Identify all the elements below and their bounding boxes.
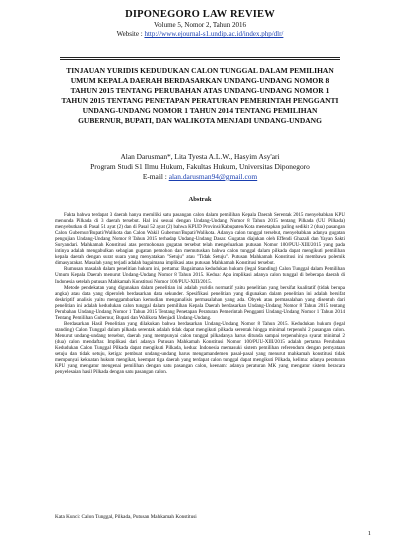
abstract-paragraph: Rumusan masalah dalam penelitian hukum ini, pertama: Bagaimana kedudukan hukum (legal Standing) Calon Tunggal dalam Pemilihan Umum Kepala Daerah menurut Undang-Undang Nomor 8 Tahun 2015. Kedua: Apa implikasi adanya calon tunggal di beberapa daerah di Indonesia setelah putusan Mahkamah Konstitusi Nomor 100/PUU-XIII/2015. — [55, 266, 345, 285]
title-line: GUBERNUR, BUPATI, DAN WALIKOTA MENJADI UNDANG-UNDANG — [78, 116, 322, 125]
keywords-label: Kata Kunci: — [55, 514, 82, 520]
title-line: TAHUN 2015 TENTANG PENETAPAN PERATURAN PEMERINTAH PENGGANTI — [61, 96, 339, 105]
keywords — [55, 514, 345, 520]
paper-title — [10, 66, 390, 126]
author-email — [0, 172, 400, 182]
abstract-body — [55, 212, 345, 375]
abstract-paragraph: Metode pendekatan yang digunakan dalam penelitian ini adalah yuridis normatif yaitu penelitian yang bersifat kualitatif (tidak berupa angka) atau data yang diperoleh berdasarkan data sekunder. Spesifikasi penelitian yang digunakan dalam penelitian ini adalah bersifat deskriptif analisis yaitu menggambarkan kemudian menganalisis permasalahan yang ada. Obyek atau permasalahan yang disentuh dari penelitian ini adalah kedudukan calon tunggal dalam pemilihan Kepala Daerah berdasarkan Undang-Undang Nomor 8 Tahun 2015 tentang Perubahan Undang-Undang Nomor 1 Tahun 2015 Tentang Penetapan Peraturan Pemerintah Pengganti Undang-Undang Nomor 1 Tahun 2014 Tentang Pemilihan Gubernur, Bupati dan Walikota Menjadi Undang-Undang. — [55, 284, 345, 321]
abstract-heading: Abstrak — [188, 196, 212, 203]
keywords-text: Calon Tunggal, Pilkada, Putusan Mahkamah Konstitusi — [81, 514, 197, 520]
title-line: TINJAUAN YURIDIS KEDUDUKAN CALON TUNGGAL DALAM PEMILIHAN — [66, 66, 334, 75]
header-rule — [60, 57, 340, 58]
journal-website — [0, 30, 400, 39]
website-label: Website : — [116, 30, 145, 38]
email-link[interactable]: alan.darusman94@gmail.com — [168, 172, 258, 181]
authors: Alan Darusman*, Lita Tyesta A.L.W., Hasyim Asy'ari — [120, 152, 280, 161]
affiliation: Program Studi S1 Ilmu Hukum, Fakultas Hukum, Universitas Diponegoro — [90, 162, 310, 171]
title-line: UNDANG-UNDANG NOMOR 1 TAHUN 2014 TENTANG PEMILIHAN — [82, 106, 318, 115]
journal-header — [0, 9, 400, 39]
website-link[interactable]: http://www.ejournal-s1.undip.ac.id/index.php/dlr/ — [144, 30, 284, 38]
title-line: TAHUN 2015 TENTANG PERUBAHAN ATAS UNDANG-UNDANG NOMOR 1 — [70, 86, 330, 95]
page-number: 1 — [367, 530, 371, 537]
abstract-paragraph: Berdasarkan Hasil Penelitian yang dilakukan bahwa berdasarkan Undang-Undang Nomor 8 Tahun 2015. Kedudukan hukum (legal standing) Calon Tunggal dalam pilkada serentak adalah tidak dapat mengikuti pilkada serentak hingga minimal terpenuhi 2 pasangan calon. Menurut undang-undang tersebut, daerah yang mempunyai calon tunggal pilkadanya harus ditunda sampai terpenuhinya syarat minimal 2 (dua) calon mendaftar. Implikasi dari adanya Putusan Mahkamah Konstitusi Nomor 100/PUU-XIII/2015 adalah pertama Perubahan Kedudukan Calon Tunggal Pilkada dapat mengikuti Pilkada, kedua: Indonesia memasuki sistem pemilihan referendum dengan pernyataan setuju dan tidak setuju, ketiga: pembuat undang-undang harus mengamandemen pasal-pasal yang menurut mahkamah konstitusi tidak mempunyai kekuatan hukum mengikat, keempat tiga daerah yang terdapat calon tunggal dapat mengikuti Pilkada, kelima: adanya peraturan KPU yang mengatur mengenai pemilihan dengan satu pasangan calon, keenam: adanya peraturan MK yang mengatur sistem beracara penyelesaian hasil Pilkada dengan satu pasangan calon. — [55, 320, 345, 376]
title-line: UMUM KEPALA DAERAH BERDASARKAN UNDANG-UNDANG NOMOR 8 — [70, 76, 330, 85]
abstract-paragraph: Fakta bahwa terdapat 3 daerah hanya memiliki satu pasangan calon dalam pemilihan Kepala Daerah Serentak 2015 menyebabkan KPU menunda Pilkada di 3 daerah tersebut. Hal ini sesuai dengan Undang-Undang Nomor 8 Tahun 2015 tentang Pilkada (UU Pilkada) menyebutkan di Pasal 51 ayat (2) dan di Pasal 52 ayat (2) bahwa KPUD Provinsi/Kabupaten/Kota menetapkan paling sedikit 2 (dua) pasangan Calon Gubernur/Bupati/Walikota dan Calon Wakil Gubernur/Bupati/Walikota. Adanya calon tunggal tersebut, menyebabkan adanya gugatan pengujian Undang-Undang Nomor 8 Tahun 2015 terhadap Undang-Undang Dasar. Gugatan diajukan oleh Effendi Ghazali dan Yayan Sakti Suryandari. Mahkamah Konstitusi atas permohonan gugatan tersebut telah mengeluarkan putusan Nomor 100/PUU-XIII/2015 yang pada intinya adalah mengabulkan sebagian gugatan pemohon dan memutuskan bahwa calon tunggal dalam pilkada dapat mengikuti pemilihan kepala daerah dengan surat suara yang menyatakan "Setuju" atau "Tidak Setuju". Putusan Mahkamah Konstitusi ini membawa polemik dimasyarakat. Masalah yang terjadi adalah bagaimana implikasi atas putusan Mahkamah Konstitusi tersebut. — [55, 212, 345, 267]
email-label: E-mail : — [142, 172, 169, 181]
journal-volume: Volume 5, Nomor 2, Tahun 2016 — [154, 21, 246, 29]
header-rule-thin — [60, 59, 340, 60]
journal-title: DIPONEGORO LAW REVIEW — [125, 9, 275, 20]
